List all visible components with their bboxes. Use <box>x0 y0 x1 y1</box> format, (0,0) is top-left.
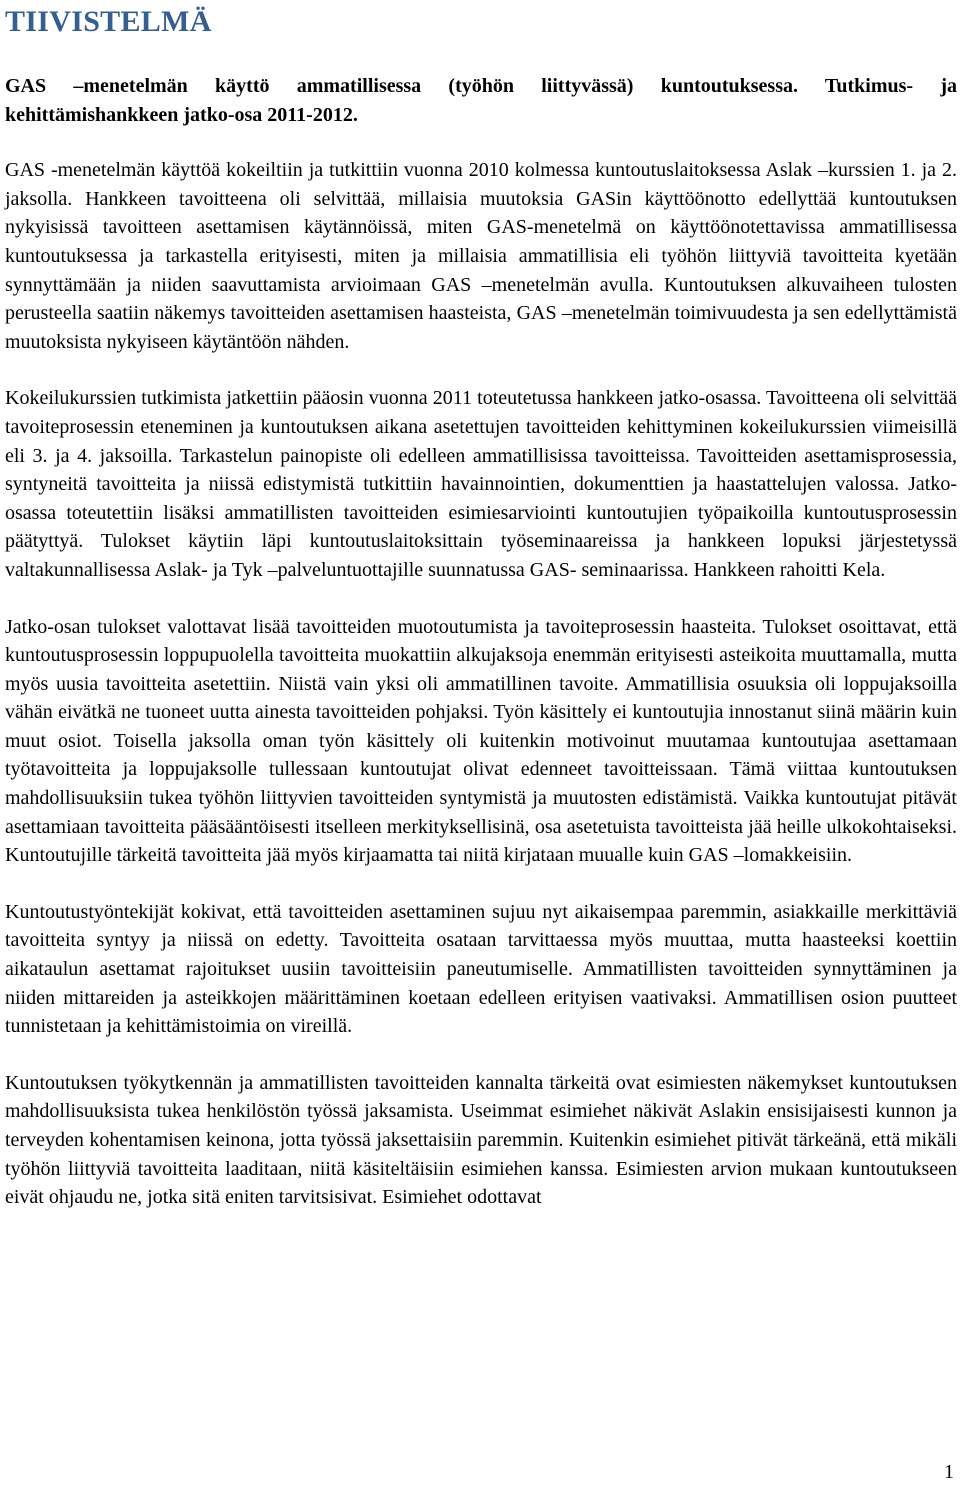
document-title: TIIVISTELMÄ <box>5 5 212 38</box>
paragraph-4: Kuntoutustyöntekijät kokivat, että tavoitteiden asettaminen sujuu nyt aikaisempaa paremmin, asiakkaille merkittäviä tavoitteita syntyy ja niissä on edetty. Tavoitteita osataan tarvittaessa myös muuttaa, mutta haasteeksi koettiin aikataulun asettamat rajoitukset uusiin tavoitteisiin paneutumiselle. Ammatillisten tavoitteiden synnyttäminen ja niiden mittareiden ja asteikkojen määrittäminen koetaan edelleen erityisen vaativaksi. Ammatillisen osion puutteet tunnistetaan ja kehittämistoimia on vireillä. <box>5 900 957 1038</box>
paragraph-5: Kuntoutuksen työkytkennän ja ammatillisten tavoitteiden kannalta tärkeitä ovat esimiesten näkemykset kuntoutuksen mahdollisuuksista tukea henkilöstön työssä jaksamista. Useimmat esimiehet näkivät Aslakin ensisijaisesti kunnon ja terveyden kohentamisen keinona, jotta työssä jaksettaisiin paremmin. Kuitenkin esimiehet pitivät tärkeänä, että mikäli työhön liittyviä tavoitteita laaditaan, niitä käsiteltäisiin esimiehen kanssa. Esimiesten arvion mukaan kuntoutukseen eivät ohjaudu ne, jotka sitä eniten tarvitsisivat. Esimiehet odottavat <box>5 1071 957 1209</box>
document-page <box>5 0 957 1212</box>
paragraph-1: GAS -menetelmän käyttöä kokeiltiin ja tutkittiin vuonna 2010 kolmessa kuntoutuslaitoksessa Aslak –kurssien 1. ja 2. jaksolla. Hankkeen tavoitteena oli selvittää, millaisia muutoksia GASin käyttöönotto edellyttää kuntoutuksen nykyisissä tavoitteen asettamisen käytännöissä, miten GAS-menetelmä on käyttöönotettavissa ammatillisessa kuntoutuksessa ja tarkastella erityisesti, miten ja millaisia ammatillisia eli työhön liittyviä tavoitteita kyetään synnyttämään ja niiden saavuttamista arvioimaan GAS –menetelmän avulla. Kuntoutuksen alkuvaiheen tulosten perusteella saatiin näkemys tavoitteiden asettamisen haasteista, GAS –menetelmän toimivuudesta ja sen edellyttämistä muutoksista nykyiseen käytäntöön nähden. <box>5 159 957 353</box>
paragraph-2: Kokeilukurssien tutkimista jatkettiin pääosin vuonna 2011 toteutetussa hankkeen jatko-osassa. Tavoitteena oli selvittää tavoiteprosessin eteneminen ja kuntoutuksen aikana asetettujen tavoitteiden kehittyminen kokeilukurssien viimeisillä eli 3. ja 4. jaksoilla. Tarkastelun painopiste oli edelleen ammatillisissa tavoitteissa. Tavoitteiden asettamisprosessia, syntyneitä tavoitteita ja niissä edistymistä tutkittiin havainnointien, dokumenttien ja haastattelujen valossa. Jatko-osassa toteutettiin lisäksi ammatillisten tavoitteiden esimiesarviointi kuntoutujien työpaikoilla kuntoutusprosessin päätyttyä. Tulokset käytiin läpi kuntoutuslaitoksittain työseminaareissa ja hankkeen lopuksi järjestetyssä valtakunnallisessa Aslak- ja Tyk –palveluntuottajille suunnatussa GAS- seminaarissa. Hankkeen rahoitti Kela. <box>5 387 957 581</box>
paragraph-3: Jatko-osan tulokset valottavat lisää tavoitteiden muotoutumista ja tavoiteprosessin haasteita. Tulokset osoittavat, että kuntoutusprosessin loppupuolella tavoitteita muokattiin alkujaksoja enemmän erityisesti asteikoita muuttamalla, mutta myös uusia tavoitteita asetettiin. Niistä vain yksi oli ammatillinen tavoite. Ammatillisia osuuksia oli loppujaksoilla vähän eivätkä ne tuoneet uutta ainesta tavoitteiden pohjaksi. Työn käsittely ei kuntoutujia innostanut siinä määrin kuin muut osiot. Toisella jaksolla oman työn käsittely oli kuitenkin motivoinut muutamaa kuntoutujaa asettamaan työtavoitteita ja loppujaksolle tullessaan kuntoutujat olivat edenneet tavoitteissaan. Tämä viittaa kuntoutuksen mahdollisuuksiin tukea työhön liittyvien tavoitteiden syntymistä ja muutosten edistämistä. Vaikka kuntoutujat pitävät asettamiaan tavoitteita pääsääntöisesti itselleen merkityksellisinä, osa asetetuista tavoitteista jää heille ulkokohtaiseksi. Kuntoutujille tärkeitä tavoitteita jää myös kirjaamatta tai niitä kirjataan muualle kuin GAS –lomakkeisiin. <box>5 615 957 867</box>
document-subtitle: GAS –menetelmän käyttö ammatillisessa (työhön liittyvässä) kuntoutuksessa. Tutkimus- ja kehittämishankkeen jatko-osa 2011-2012. <box>5 75 957 126</box>
page-number: 1 <box>944 1461 954 1483</box>
